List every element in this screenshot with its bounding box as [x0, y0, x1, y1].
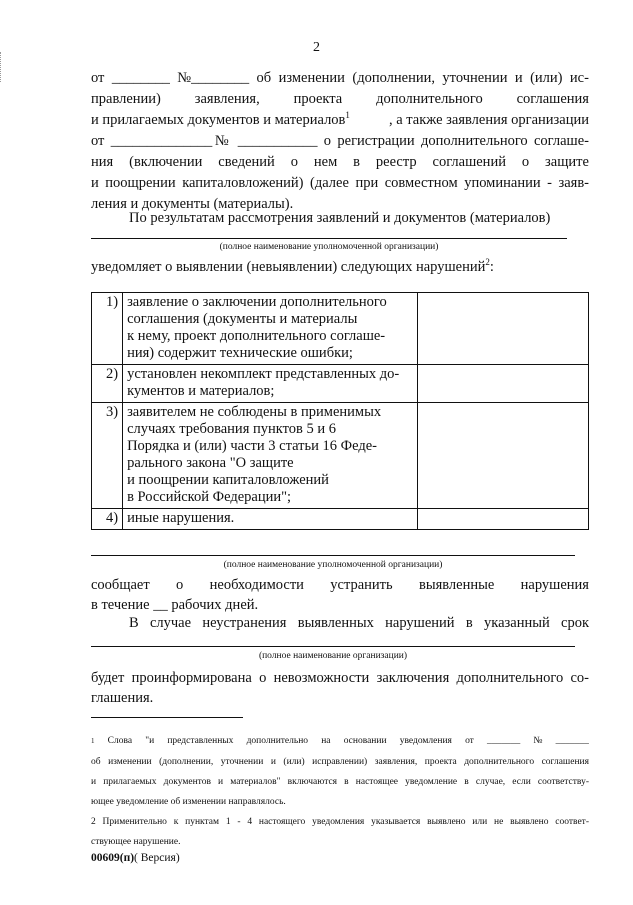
- document-footer: [91, 852, 180, 864]
- nonfix-line-word: В: [129, 615, 139, 631]
- nonfix-line-word: срок: [561, 615, 589, 631]
- para1-line6: и поощрении капиталовложений) (далее при совместном упоминании - заяв-: [91, 175, 589, 191]
- inform-line1-word: выявленные: [419, 577, 495, 593]
- footnote1-line1-word: _______: [555, 736, 589, 746]
- footnote1-line4: ющее уведомление об изменении направлялось.: [91, 797, 286, 807]
- violation-text-line: Порядка и (или) части 3 статьи 16 Феде-: [127, 438, 377, 454]
- footnote-ref-2: 2: [485, 257, 490, 268]
- violation-text-line: в Российской Федерации";: [127, 489, 292, 505]
- para1-line5-word: реестр: [375, 154, 417, 170]
- para1-line5-word: соглашений: [432, 154, 506, 170]
- para1-line1-word: №________: [177, 70, 250, 86]
- notify-line: уведомляет о выявлении (невыявлении) следующих нарушений$^2$:: [91, 257, 494, 275]
- inform-line1-word: необходимости: [209, 577, 304, 593]
- footer-version: ( Версия): [134, 852, 180, 864]
- para1-line4: от ______________№ ___________ о регистрации дополнительного соглаше-: [91, 133, 589, 149]
- footer-code: 00609(п): [91, 852, 135, 864]
- final-line2: глашения.: [91, 690, 154, 706]
- inform-line2: в течение __ рабочих дней.: [91, 597, 259, 613]
- inform-line1-word: о: [176, 577, 184, 593]
- footnote1-line1-word: основании: [343, 736, 387, 746]
- footnote1-line1-word: дополнительно: [246, 736, 309, 746]
- violation-text-line: и поощрении капиталовложений: [127, 472, 329, 488]
- inform-line1-word: нарушения: [520, 577, 589, 593]
- para1-line5: [91, 154, 589, 171]
- para1-line5-word: о: [290, 154, 298, 170]
- para2-text: По результатам рассмотрения заявлений и документов (материалов): [129, 210, 551, 226]
- para1-line1-word: изменении: [278, 70, 345, 86]
- violation-row: [92, 509, 589, 530]
- footnote1-line1-word: "и: [145, 736, 155, 746]
- para1-line7: ления и документы (материалы).: [91, 196, 294, 212]
- footnote1-line1-word: 1: [91, 737, 95, 745]
- violation-text-line: соглашения (документы и материалы: [127, 311, 358, 327]
- para1-line2-word: правлении): [91, 91, 161, 107]
- nonfix-line-word: выявленных: [297, 615, 374, 631]
- violation-text-line: к нему, проект дополнительного соглаше-: [127, 328, 386, 344]
- inform-line1-word: сообщает: [91, 577, 150, 593]
- footnote1-line1: [91, 735, 589, 748]
- para1-line2-word: дополнительного: [376, 91, 483, 107]
- violation-number: 1): [92, 293, 123, 365]
- final-line1: будет проинформирована о невозможности заключения дополнительного со-: [91, 670, 589, 686]
- footnote2-line1: 2 Применительно к пунктам 1 - 4 настоящего уведомления указывается выявлено или не выявлено соответ-: [91, 817, 589, 827]
- scan-edge-marks: [0, 52, 5, 82]
- violation-row: [92, 365, 589, 403]
- para1-line1-word: (дополнении,: [352, 70, 435, 86]
- footnote-separator: [91, 717, 243, 718]
- violations-table: [91, 292, 589, 530]
- nonfix-line-word: указанный: [484, 615, 550, 631]
- violation-text: [123, 403, 418, 509]
- nonfix-line-word: неустранения: [202, 615, 287, 631]
- para1-line3: и прилагаемых документов и материалов$^1$ , а также заявления организации: [91, 110, 589, 128]
- footnote2-line2: ствующее нарушение.: [91, 837, 181, 847]
- violation-text-line: заявителем не соблюдены в применимых: [127, 404, 382, 420]
- violation-text: [123, 365, 418, 403]
- para1-line5-word: (включении: [129, 154, 203, 170]
- para1-line2-word: заявления,: [194, 91, 260, 107]
- footnote1-line3: и прилагаемых документов и материалов" включаются в настоящее уведомление в случае, если соответству-: [91, 777, 589, 787]
- footnote1-line2: об изменении (дополнении, уточнении и (или) исправлении) заявления, проекта дополнительного соглашения: [91, 757, 589, 767]
- para1-line1-word: ________: [111, 70, 170, 86]
- para1-line1-word: об: [256, 70, 272, 86]
- nonfix-line-word: в: [465, 615, 473, 631]
- violation-row: [92, 403, 589, 509]
- violation-text-line: установлен некомплект представленных до-: [127, 366, 400, 382]
- caption-org: (полное наименование организации): [258, 651, 408, 661]
- caption-org-auth: (полное наименование уполномоченной организации): [219, 242, 439, 252]
- para1-line2: [91, 91, 589, 108]
- violation-text-line: иные нарушения.: [127, 510, 235, 526]
- para1-line1: [91, 70, 589, 87]
- para1-line2-word: проекта: [293, 91, 343, 107]
- para1-line1-word: ис-: [569, 70, 589, 86]
- violation-number: 4): [92, 509, 123, 530]
- para1-line1-word: от: [91, 70, 105, 86]
- footnote1-line1-word: №: [533, 736, 543, 746]
- violation-number: 3): [92, 403, 123, 509]
- para1-line1-word: и: [514, 70, 523, 86]
- para1-line1-word: уточнении: [442, 70, 508, 86]
- para1-line5-word: о: [521, 154, 530, 170]
- footnote1-line1-word: представленных: [167, 736, 234, 746]
- para1-line5-word: нем: [313, 154, 338, 170]
- footnote1-line1-word: Слова: [107, 736, 133, 746]
- footnote-ref-1: 1: [345, 110, 350, 121]
- footnote1-line1-word: _______: [487, 736, 521, 746]
- violation-text-line: ния) содержит технические ошибки;: [127, 345, 353, 361]
- violation-text: [123, 509, 418, 530]
- violation-row: [92, 293, 589, 365]
- para1-line5-word: ния: [91, 154, 114, 170]
- nonfix-line: [129, 615, 589, 632]
- org-underline: [91, 646, 575, 647]
- para1-line5-word: сведений: [218, 154, 275, 170]
- violation-text: [123, 293, 418, 365]
- para1-line1-word: (или): [530, 70, 563, 86]
- violation-text-line: заявление о заключении дополнительного: [127, 294, 387, 310]
- footnote1-line1-word: на: [321, 736, 331, 746]
- violation-text-line: кументов и материалов;: [127, 383, 275, 399]
- violation-text-line: рального закона "О защите: [127, 455, 294, 471]
- inform-line1-word: устранить: [330, 577, 393, 593]
- para1-line5-word: защите: [545, 154, 589, 170]
- violation-result-cell: [417, 293, 588, 365]
- nonfix-line-word: нарушений: [385, 615, 455, 631]
- para1-line2-word: соглашения: [516, 91, 589, 107]
- footnote1-line1-word: уведомления: [399, 736, 452, 746]
- violation-result-cell: [417, 509, 588, 530]
- violation-result-cell: [417, 403, 588, 509]
- footnote1-line1-word: от: [465, 736, 474, 746]
- org-auth-underline: [91, 238, 567, 239]
- nonfix-line-word: случае: [149, 615, 192, 631]
- violation-result-cell: [417, 365, 588, 403]
- page-number: 2: [313, 40, 320, 55]
- inform-line1: [91, 577, 589, 594]
- violation-number: 2): [92, 365, 123, 403]
- org-auth-underline-2: [91, 555, 575, 556]
- para1-line5-word: в: [353, 154, 361, 170]
- violation-text-line: случаях требования пунктов 5 и 6: [127, 421, 336, 437]
- caption-org-auth-2: (полное наименование уполномоченной организации): [223, 560, 443, 570]
